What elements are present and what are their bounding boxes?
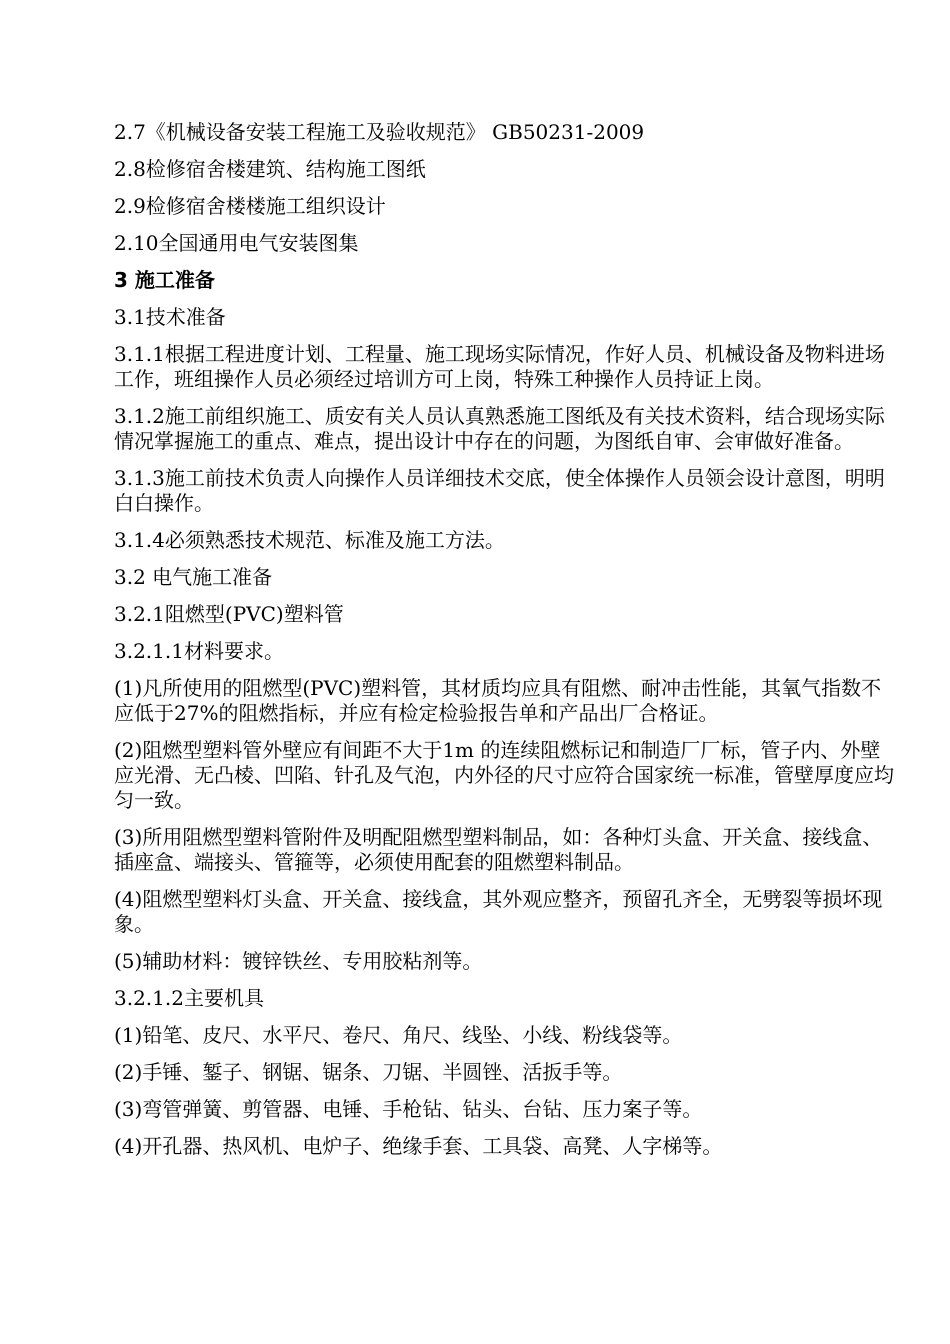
material-item-5: (5)辅助材料：镀锌铁丝、专用胶粘剂等。: [114, 949, 483, 973]
material-item-1: (1)凡所使用的阻燃型(PVC)塑料管，其材质均应具有阻燃、耐冲击性能，其氧气指数不应低于27%的阻燃指标，并应有检定检验报告单和产品出厂合格证。: [114, 676, 882, 725]
tool-item-3: (3)弯管弹簧、剪管器、电锤、手枪钻、钻头、台钻、压力案子等。: [114, 1097, 703, 1121]
document-page: [114, 120, 894, 1171]
subsection-3-2-1-2: 3.2.1.2主要机具: [114, 986, 264, 1010]
material-item-4: (4)阻燃型塑料灯头盒、开关盒、接线盒，其外观应整齐，预留孔齐全，无劈裂等损坏现象。: [114, 887, 883, 936]
paragraph-3-1-3: 3.1.3施工前技术负责人向操作人员详细技术交底，使全体操作人员领会设计意图，明明白白操作。: [114, 466, 885, 515]
paragraph-3-1-1: 3.1.1根据工程进度计划、工程量、施工现场实际情况，作好人员、机械设备及物料进场工作，班组操作人员必须经过培训方可上岗，特殊工种操作人员持证上岗。: [114, 342, 885, 391]
material-item-2: (2)阻燃型塑料管外壁应有间距不大于1m 的连续阻燃标记和制造厂厂标，管子内、外壁应光滑、无凸棱、凹陷、针孔及气泡，内外径的尺寸应符合国家统一标准，管壁厚度应均匀一致。: [114, 738, 894, 812]
spec-item-2-8: 2.8检修宿舍楼建筑、结构施工图纸: [114, 157, 426, 181]
tool-item-4: (4)开孔器、热风机、电炉子、绝缘手套、工具袋、高凳、人字梯等。: [114, 1134, 723, 1158]
subsection-3-2: 3.2 电气施工准备: [114, 565, 273, 589]
subsection-3-2-1: 3.2.1阻燃型(PVC)塑料管: [114, 602, 344, 626]
tool-item-1: (1)铅笔、皮尺、水平尺、卷尺、角尺、线坠、小线、粉线袋等。: [114, 1023, 683, 1047]
tool-item-2: (2)手锤、錾子、钢锯、锯条、刀锯、半圆锉、活扳手等。: [114, 1060, 623, 1084]
spec-item-2-7: 2.7《机械设备安装工程施工及验收规范》 GB50231-2009: [114, 120, 645, 144]
section-heading-3: 3 施工准备: [114, 268, 215, 292]
subsection-3-1: 3.1技术准备: [114, 305, 226, 329]
spec-item-2-9: 2.9检修宿舍楼楼施工组织设计: [114, 194, 386, 218]
spec-item-2-10: 2.10全国通用电气安装图集: [114, 231, 359, 255]
paragraph-3-1-4: 3.1.4必须熟悉技术规范、标准及施工方法。: [114, 528, 505, 552]
subsection-3-2-1-1: 3.2.1.1材料要求。: [114, 639, 284, 663]
paragraph-3-1-2: 3.1.2施工前组织施工、质安有关人员认真熟悉施工图纸及有关技术资料，结合现场实际情况掌握施工的重点、难点，提出设计中存在的问题，为图纸自审、会审做好准备。: [114, 404, 885, 453]
material-item-3: (3)所用阻燃型塑料管附件及明配阻燃型塑料制品，如：各种灯头盒、开关盒、接线盒、插座盒、端接头、管箍等，必须使用配套的阻燃塑料制品。: [114, 825, 883, 874]
